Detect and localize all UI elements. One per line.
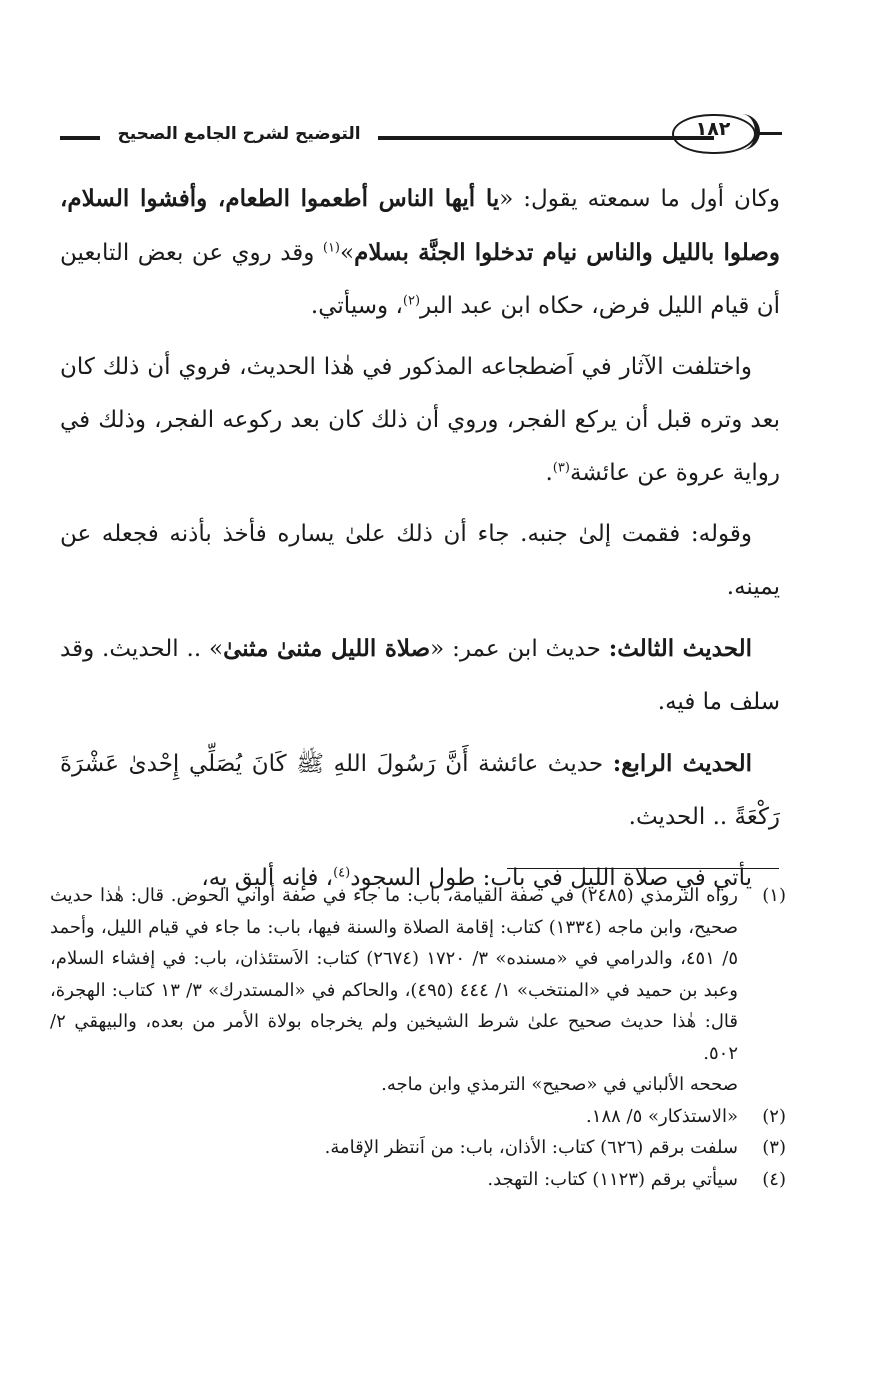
footnote-4 <box>50 1164 786 1196</box>
paragraph-3 <box>60 508 780 614</box>
p2-text-a: واختلفت الآثار في اَضطجاعه المذكور في هٰذا الحديث، فروي أن ذلك كان بعد وتره قبل أن يركع الفجر، وروي أن ذلك كان بعد ركوعه الفجر، وذلك في رواية عروة عن عائشة <box>60 354 780 486</box>
p6-text-b: ، فإنه أليق به، <box>201 865 334 891</box>
p2-text-b: . <box>545 460 553 486</box>
p1-text-b: » <box>340 240 355 266</box>
paragraph-1 <box>60 172 780 333</box>
footnote-1 <box>50 880 786 1069</box>
p1-hadith-quote: يا أيها الناس أطعموا الطعام، وأفشوا السلام، وصلوا بالليل والناس نيام تدخلوا الجنَّة بسلام <box>60 185 780 266</box>
footnote-ref-2[interactable]: (٢) <box>402 293 421 309</box>
footnote-3-number: (٣) <box>762 1137 786 1158</box>
footnote-3 <box>50 1132 786 1164</box>
paragraph-4 <box>60 622 780 729</box>
footnote-2-number: (٢) <box>762 1105 786 1127</box>
p1-text-d: ، وسيأتي. <box>310 293 403 319</box>
footnote-3-text: سلفت برقم (٦٢٦) كتاب: الأذان، باب: من اَنتظر الإقامة. <box>324 1137 738 1158</box>
footnote-1-text: رواه الترمذي (٢٤٨٥) في صفة القيامة، باب: ما جاء في صفة أواني الحوض. قال: هٰذا حديث صحيح، وابن ماجه (١٣٣٤) كتاب: إقامة الصلاة والسنة فيها، باب: ما جاء في قيام الليل، وأحمد ٥/ ٤٥١، والدرامي في «مسنده» ٣/ ١٧٢٠ (٢٦٧٤) كتاب: الاَستئذان، باب: في إفشاء السلام، وعبد بن حميد في «المنتخب» ١/ ٤٤٤ (٤٩٥)، والحاكم في «المستدرك» ٣/ ١٣ كتاب: الهجرة، قال: هٰذا حديث صحيح علىٰ شرط الشيخين ولم يخرجاه بولاة الأمر من بعده، والبيهقي ٢/ ٥٠٢. <box>50 885 739 1064</box>
footnote-2 <box>50 1101 786 1133</box>
p3-text: وقوله: فقمت إلىٰ جنبه. جاء أن ذلك علىٰ يساره فأخذ بأذنه فجعله عن يمينه. <box>60 521 780 600</box>
page-number-tail <box>758 132 782 135</box>
paragraph-2 <box>60 341 780 500</box>
footnote-1-number: (١) <box>762 885 786 906</box>
p5-text: حديث عائشة أَنَّ رَسُولَ اللهِ ﷺ كَانَ يُصَلِّي إِحْدىٰ عَشْرَةَ رَكْعَةً .. الحديث. <box>60 751 780 830</box>
p4-text-b: » .. الحديث. وقد سلف ما فيه. <box>60 636 780 715</box>
p6-text-a: يأتي في صلاة الليل في باب: طول السجود <box>350 865 752 891</box>
main-text <box>60 172 780 913</box>
hadith-4-label: الحديث الرابع: <box>612 750 752 777</box>
p1-text-a: وكان أول ما سمعته يقول: « <box>499 186 780 212</box>
paragraph-5 <box>60 737 780 844</box>
footnote-1-extra: صححه الألباني في «صحيح» الترمذي وابن ماجه. <box>381 1074 738 1095</box>
p1-text-c: وقد روي عن بعض التابعين أن قيام الليل فرض، حكاه ابن عبد البر <box>60 240 780 319</box>
footnote-4-number: (٤) <box>762 1168 786 1190</box>
footnote-ref-3[interactable]: (٣) <box>552 460 570 476</box>
page-number-ornament <box>660 112 780 158</box>
footnote-separator <box>507 868 779 869</box>
footnote-ref-1[interactable]: (١) <box>322 240 340 256</box>
p4-text-a: حديث ابن عمر: « <box>430 636 609 662</box>
hadith-3-label: الحديث الثالث: <box>608 635 752 662</box>
page-header <box>60 118 780 166</box>
footnote-ref-4[interactable]: (٤) <box>333 865 351 881</box>
footnotes <box>50 880 786 1195</box>
footnote-4-text: سيأتي برقم (١١٢٣) كتاب: التهجد. <box>487 1168 738 1190</box>
footnote-2-text: «الاستذكار» ٥/ ١٨٨. <box>586 1105 738 1127</box>
header-rule-left <box>60 136 100 140</box>
page-number: ١٨٢ <box>695 118 731 140</box>
p4-hadith-quote: صلاة الليل مثنىٰ مثنىٰ <box>223 635 431 662</box>
running-title: التوضيح لشرح الجامع الصحيح <box>117 124 361 144</box>
